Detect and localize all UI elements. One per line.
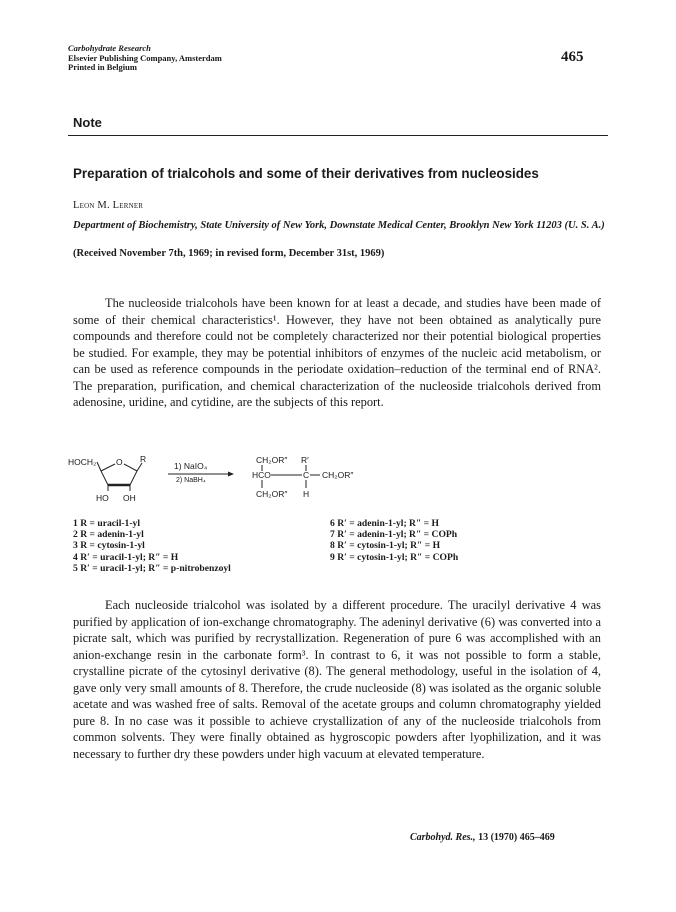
paragraph-text: Each nucleoside trialcohol was isolated by a different procedure. The uracilyl derivative 4 was purified by application of ion-exchange chromatography. The adeninyl derivative (6) was converted into a picrate salt, which was purified by recrystallization. Regeneration of pure 6 was accomplished with an anion-exchange resin in the carbonate form³. In contrast to 6, it was not possible to form a stable, crystalline picrate of the cytosinyl derivative (8). The general methodology, useful in the isolation of 4, gave only very small amounts of 8. Therefore, the crude nucleoside (8) was isolated as the organic soluble acetate and was washed free of salts. Removal of the acetate groups and column chromatography yielded pure 8. In no case was it possible to achieve crystallization of any of the nucleoside trialcohols from common solvents. They were finally obtained as hygroscopic powders after lyophilization, and it was necessary to further dry these powders under high vacuum at elevated temperature.	[73, 598, 601, 761]
compound-label: 9 R′ = cytosin-1-yl; R″ = COPh	[330, 551, 459, 563]
article-title: Preparation of trialcohols and some of their derivatives from nucleosides	[73, 166, 539, 181]
product-h-label: H	[303, 489, 310, 499]
hydroxyl-label-left: HO	[96, 493, 109, 503]
product-top-label: CH₂OR″	[256, 455, 288, 465]
hydroxyl-label-right: OH	[123, 493, 136, 503]
compound-label: 8 R′ = cytosin-1-yl; R″ = H	[330, 540, 441, 552]
compound-list-left	[73, 518, 231, 574]
r-group-label: R	[140, 455, 147, 464]
product-structure	[252, 455, 353, 499]
compound-label: 7 R′ = adenin-1-yl; R″ = COPh	[330, 529, 458, 541]
ring-oxygen-label: O	[116, 457, 123, 467]
reactant-hoch2-label: HOCH₂	[68, 457, 97, 467]
paragraph-text: The nucleoside trialcohols have been known for at least a decade, and studies have been made of some of their chemical characteristics¹. However, they have not been obtained as analytically pure compounds and therefore could not be completely characterized nor their potential biological properties be studied. For example, they may be potential inhibitors of enzymes of the nucleic acid metabolism, or can be used as reference compounds in the periodate oxidation–reduction of the terminal end of RNA². The preparation, purification, and chemical characterization of the nucleoside trialcohols derived from adenosine, uridine, and cytidine, are the subjects of this report.	[73, 296, 601, 409]
page-footer	[410, 832, 555, 843]
compound-label: 3 R = cytosin-1-yl	[73, 540, 145, 552]
author-name: Leon M. Lerner	[73, 200, 144, 211]
reagent-step-1: 1) NaIO₄	[174, 461, 208, 471]
body-paragraph-1	[73, 295, 601, 411]
received-dates: (Received November 7th, 1969; in revised form, December 31st, 1969)	[73, 248, 385, 259]
reaction-scheme	[68, 455, 588, 505]
reactant-structure	[68, 455, 146, 503]
compound-label: 6 R′ = adenin-1-yl; R″ = H	[330, 518, 440, 529]
author-affiliation: Department of Biochemistry, State University of New York, Downstate Medical Center, Brooklyn New York 11203 (U. S. A.)	[73, 220, 605, 231]
arrow-head-icon	[228, 472, 234, 477]
compound-label: 2 R = adenin-1-yl	[73, 529, 144, 541]
product-quaternary-carbon: C	[303, 470, 310, 480]
printed-location: Printed in Belgium	[68, 62, 137, 72]
reaction-arrow-group	[168, 461, 234, 484]
journal-name: Carbohydrate Research	[68, 43, 151, 53]
compound-list-right	[330, 518, 458, 563]
footer-citation: 13 (1970) 465–469	[478, 832, 555, 843]
body-paragraph-2	[73, 597, 601, 762]
compound-label: 1 R = uracil-1-yl	[73, 518, 141, 529]
section-label: Note	[73, 115, 102, 130]
reagent-step-2: 2) NaBH₄	[176, 477, 206, 484]
footer-journal: Carbohyd. Res.,	[410, 832, 476, 843]
publisher-name: Elsevier Publishing Company, Amsterdam	[68, 52, 222, 63]
product-bottom-label: CH₂OR″	[256, 489, 288, 499]
section-divider	[68, 135, 608, 136]
compound-label: 4 R′ = uracil-1-yl; R″ = H	[73, 551, 179, 563]
page-number: 465	[561, 49, 584, 65]
compound-label: 5 R′ = uracil-1-yl; R″ = p-nitrobenzoyl	[73, 562, 231, 574]
product-rprime-label: R′	[301, 455, 309, 465]
product-right-label: CH₂OR″	[322, 470, 354, 480]
publisher-info	[68, 44, 222, 73]
product-hco-label: HCO	[252, 470, 271, 480]
